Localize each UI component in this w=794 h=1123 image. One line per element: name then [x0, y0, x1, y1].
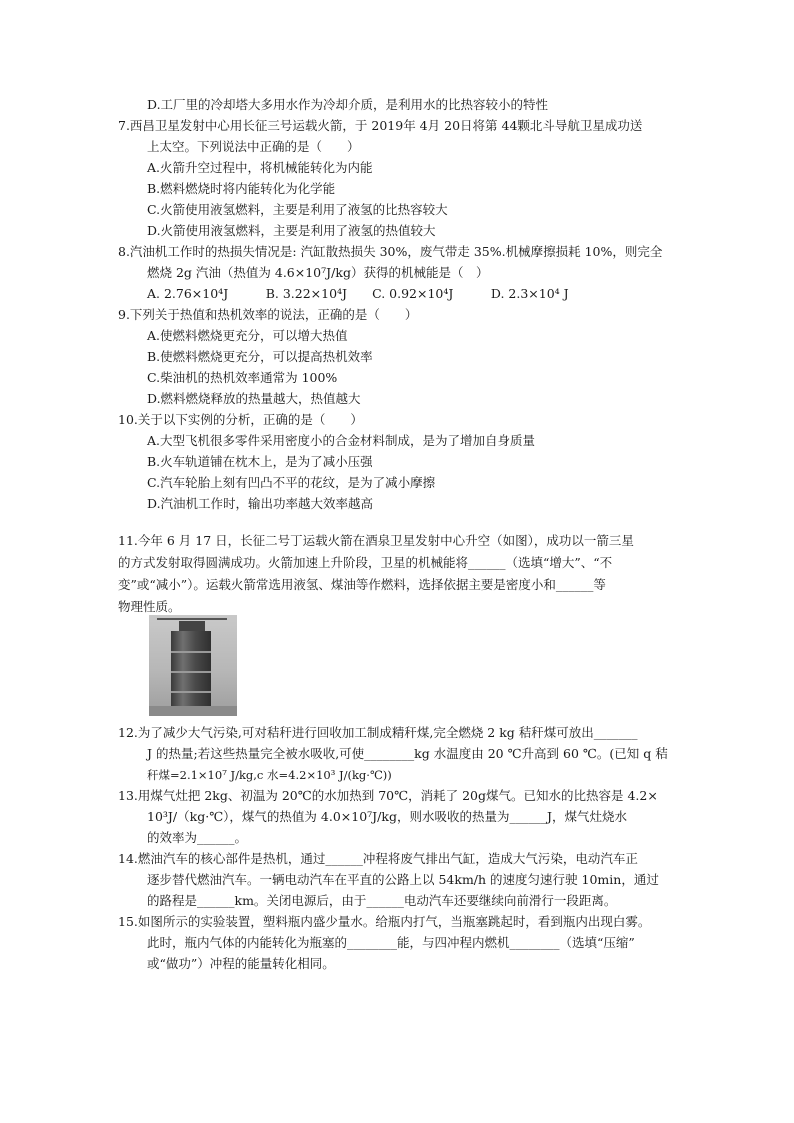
q11-stem-cont2: 变”或“减小”）。运载火箭常选用液氢、煤油等作燃料，选择依据主要是密度小和______等	[118, 577, 606, 592]
q14-stem-cont1: 逐步替代燃油汽车。一辆电动汽车在平直的公路上以 54km/h 的速度匀速行驶 10min，通过	[147, 872, 659, 887]
q10-option-c: C.汽车轮胎上刻有凹凸不平的花纹，是为了减小摩擦	[147, 475, 436, 490]
q14-stem: 14.燃油汽车的核心部件是热机，通过______冲程将废气排出气缸，造成大气污染，电动汽车正	[118, 851, 638, 866]
q12-stem-cont2: 秆煤=2.1×10⁷ J/kg,c 水=4.2×10³ J/(kg·℃))	[147, 768, 392, 782]
q8-stem: 8.汽油机工作时的热损失情况是: 汽缸散热损失 30%，废气带走 35%.机械摩擦损耗 10%，则完全	[118, 244, 663, 259]
q7-option-c: C.火箭使用液氢燃料，主要是利用了液氢的比热容较大	[147, 202, 448, 217]
q9-option-d: D.燃料燃烧释放的热量越大，热值越大	[147, 391, 361, 406]
q9-option-b: B.使燃料燃烧更充分，可以提高热机效率	[147, 349, 373, 364]
q7-stem-cont: 上太空。下列说法中正确的是（ ）	[147, 139, 360, 154]
q9-option-c: C.柴油机的热机效率通常为 100%	[147, 370, 338, 385]
q8-options: A. 2.76×10⁴J B. 3.22×10⁴J C. 0.92×10⁴J D. 2.3×10⁴ J	[147, 286, 569, 301]
q14-stem-cont2: 的路程是______km。关闭电源后，由于______电动汽车还要继续向前滑行一段距离。	[147, 893, 617, 908]
q7-option-b: B.燃料燃烧时将内能转化为化学能	[147, 181, 336, 196]
q13-stem-cont1: 10³J/（kg·℃），煤气的热值为 4.0×10⁷J/kg，则水吸收的热量为______J，煤气灶烧水	[147, 809, 627, 824]
q13-stem: 13.用煤气灶把 2kg、初温为 20℃的水加热到 70℃，消耗了 20g煤气。已知水的比热容是 4.2×	[118, 788, 658, 803]
q13-stem-cont2: 的效率为______。	[147, 830, 248, 845]
q10-option-d: D.汽油机工作时，输出功率越大效率越高	[147, 496, 374, 511]
rocket-launch-tower-photo	[149, 615, 237, 716]
q9-option-a: A.使燃料燃烧更充分，可以增大热值	[147, 328, 348, 343]
q9-stem: 9.下列关于热值和热机效率的说法，正确的是（ ）	[118, 307, 418, 322]
q11-stem-cont3: 物理性质。	[118, 599, 181, 614]
q15-stem-cont2: 或“做功”）冲程的能量转化相同。	[147, 956, 335, 971]
q10-stem: 10.关于以下实例的分析，正确的是（ ）	[118, 412, 363, 427]
q15-stem-cont1: 此时，瓶内气体的内能转化为瓶塞的________能，与四冲程内燃机________（选填“压缩”	[147, 935, 635, 950]
q7-option-a: A.火箭升空过程中，将机械能转化为内能	[147, 160, 373, 175]
q11-stem-cont1: 的方式发射取得圆满成功。火箭加速上升阶段，卫星的机械能将______（选填“增大”、“不	[118, 555, 613, 570]
q15-stem: 15.如图所示的实验装置，塑料瓶内盛少量水。给瓶内打气，当瓶塞跳起时，看到瓶内出现白雾。	[118, 914, 651, 929]
q10-option-a: A.大型飞机很多零件采用密度小的合金材料制成，是为了增加自身质量	[147, 433, 536, 448]
q10-option-b: B.火车轨道铺在枕木上，是为了减小压强	[147, 454, 373, 469]
q7-stem: 7.西昌卫星发射中心用长征三号运载火箭，于 2019年 4月 20日将第 44颗北斗导航卫星成功送	[118, 118, 643, 133]
q11-stem: 11.今年 6 月 17 日，长征二号丁运载火箭在酒泉卫星发射中心升空（如图），成功以一箭三星	[118, 533, 634, 548]
q7-option-d: D.火箭使用液氢燃料，主要是利用了液氢的热值较大	[147, 223, 436, 238]
q12-stem-cont1: J 的热量;若这些热量完全被水吸收,可使________kg 水温度由 20 ℃升高到 60 ℃。(已知 q 秸	[147, 746, 668, 761]
q12-stem: 12.为了减少大气污染,可对秸秆进行回收加工制成精秆煤,完全燃烧 2 kg 秸秆煤可放出_______	[118, 725, 638, 740]
q6-option-d: D.工厂里的冷却塔大多用水作为冷却介质，是利用水的比热容较小的特性	[147, 97, 549, 112]
q8-stem-cont: 燃烧 2g 汽油（热值为 4.6×10⁷J/kg）获得的机械能是（ ）	[147, 265, 489, 280]
